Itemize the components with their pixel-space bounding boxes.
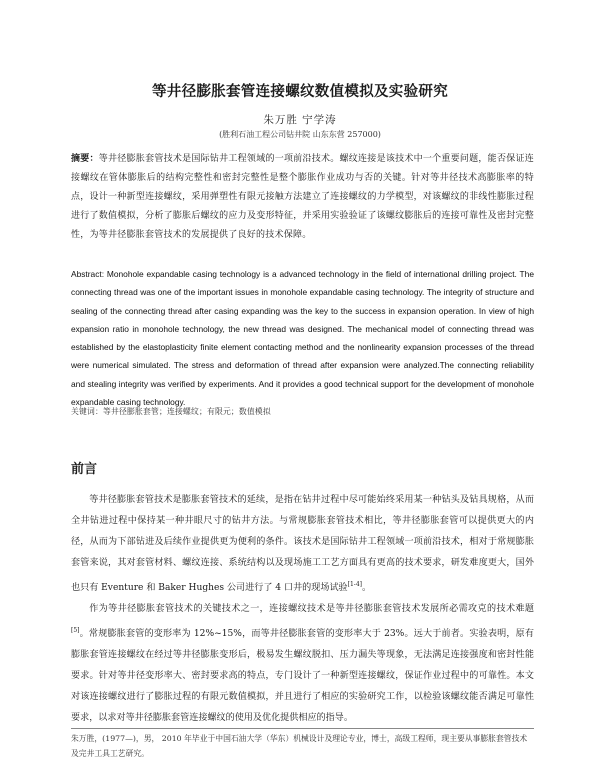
paragraph-2-rest: 。常规膨胀套管的变形率为 12%~15%，而等井径膨胀套管的变形率大于 23%。远大于前者。实验表明，原有膨胀套管连接螺纹在经过等井径膨胀变形后，极易发生螺纹脱扣、压力漏失等现象，无法满足连接强度和密封性能要求。针对等井径变形率大、密封要求高的特点，专门设计了一种新型连接螺纹，保证作业过程中的可靠性。本文对该连接螺纹进行了膨胀过程的有限元数值模拟，并且进行了相应的实验研究工作，以检验该螺纹能否满足可靠性要求，以求对等井径膨胀套管连接螺纹的使用及优化提供相应的指导。 [71,629,534,724]
abstract-cn-text: 等井径膨胀套管技术是国际钻井工程领域的一项前沿技术。螺纹连接是该技术中一个重要问题，能否保证连接螺纹在管体膨胀后的结构完整性和密封完整性是整个膨胀作业成功与否的关键。针对等井径技术高膨胀率的特点，设计一种新型连接螺纹，采用弹塑性有限元接触方法建立了连接螺纹的力学模型，对该螺纹的非线性膨胀过程进行了数值模拟，分析了膨胀后螺纹的应力及变形特征，并采用实验验证了该螺纹膨胀后的连接可靠性及密封完整性，为等井径膨胀套管技术的发展提供了良好的技术保障。 [71,154,534,240]
authors: 朱万胜 宁学涛 [263,114,337,126]
paragraph-1 [71,490,534,599]
affiliation: (胜利石油工程公司钻井院 山东东营 257000) [219,130,381,139]
paragraph-2-text: 作为等井径膨胀套管技术的关键技术之一，连接螺纹技术是等井径膨胀套管技术发展所必需攻克的技术难题 [89,604,534,615]
paper-title: 等井径膨胀套管连接螺纹数值模拟及实验研究 [152,84,448,100]
section-heading: 前言 [71,462,98,477]
english-abstract: Abstract: Monohole expandable casing technology is a advanced technology in the field of international drilling project. The connecting thread was one of the important issues in monohole expandable casing technology. The integrity of structure and sealing of the connecting thread after casing expanding was the key to the success in expansion operation. In view of high expansion ratio in monohole technology, the new thread was designed. The mechanical model of connecting thread was established by the elastoplasticity finite element contacting method and the nonlinearity expansion processes of the thread were numerical simulated. The stress and deformation of thread after expansion were analyzed.The connecting reliability and stealing integrity was verified by experiments. And it provides a good technical support for the development of monohole expandable casing technology. [71,269,534,408]
author-footnote: 朱万胜，(1977—)，男， 2010 年毕业于中国石油大学（华东）机械设计及理论专业，博士，高级工程师，现主要从事膨胀套管技术及完井工具工艺研究。 [71,734,528,758]
citation-5: [5] [71,627,80,635]
paragraph-2 [71,599,534,729]
chinese-abstract [71,150,534,245]
citation-1-4: [1-4] [347,581,362,588]
paragraph-1-text: 等井径膨胀套管技术是膨胀套管技术的延续，是指在钻井过程中尽可能始终采用某一种钻头及钻具规格，从而全井钻进过程中保持某一种井眼尺寸的钻井方法。与常规膨胀套管技术相比，等井径膨胀套管可以提供更大的内径，从而为下部钻进及后续作业提供更为便利的条件。该技术是国际钻井工程领域一项前沿技术，相对于常规膨胀套管来说，其对套管材料、螺纹连接、系统结构以及现场施工工艺方面具有更高的技术要求，研发难度更大，国外也只有 Eventure 和 Baker Hughes 公司进行了 4 口井的现场试验 [71,495,534,594]
footnote-divider [71,728,534,729]
keywords: 关键词：等井径膨胀套管；连接螺纹；有限元；数值模拟 [71,407,271,416]
paragraph-1-end: 。 [361,583,372,594]
body-text [71,490,534,729]
abstract-label: 摘要： [71,154,99,164]
